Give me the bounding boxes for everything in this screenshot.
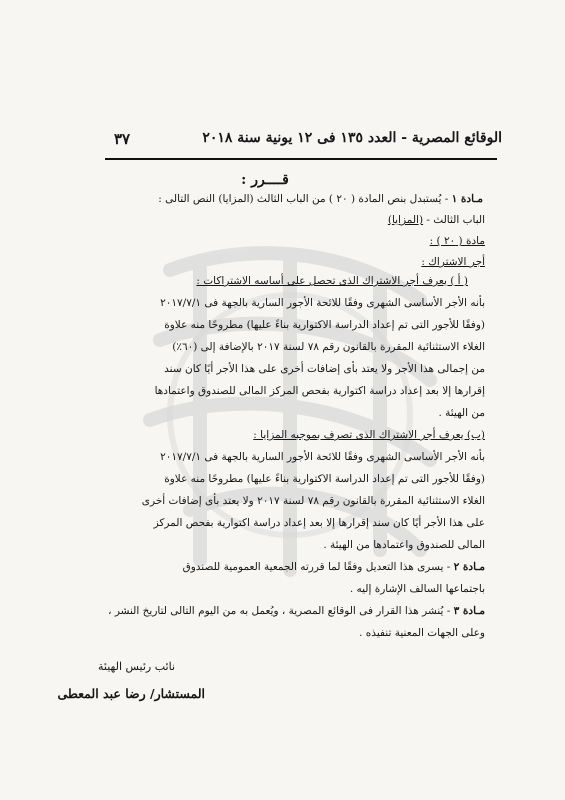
item-b-line: بأنه الأجر الأساسى الشهرى وفقًا للائحة الأجور السارية بالجهة فى ٢٠١٧/٧/١ <box>160 451 485 463</box>
article-3 <box>108 604 485 618</box>
item-a-line: (وفقًا للأجور التى تم إعداد الدراسة الاكتوارية بناءً عليها) مطروحًا منه علاوة <box>164 319 485 331</box>
item-a-line: من الهيئة . <box>438 407 485 419</box>
chapter-line <box>388 213 485 227</box>
article-3-label: مـادة ٣ <box>453 605 485 617</box>
article-20-line: مادة ( ٢٠ ) : <box>429 235 485 247</box>
item-b-heading: (ب) يعرف أجر الاشتراك الذى تصرف بموجبه المزايا : <box>253 429 485 441</box>
article-2-label: مـادة ٢ <box>453 561 485 573</box>
article-3-text: - يُنشر هذا القرار فى الوقائع المصرية ، ويُعمل به من اليوم التالى لتاريخ النشر ، <box>108 605 454 617</box>
gazette-header <box>102 130 502 152</box>
item-a-heading: ( أ ) يعرف أجر الاشتراك الذى تحصل على أساسه الاشتراكات : <box>196 275 468 287</box>
page-number: ٣٧ <box>114 130 131 148</box>
header-divider <box>105 158 497 160</box>
article-1 <box>158 192 483 206</box>
item-a-line: من إجمالى هذا الأجر ولا يعتد بأى إضافات أخرى على هذا الأجر أيًا كان سند <box>164 363 485 375</box>
article-3-continuation: وعلى الجهات المعنية تنفيذه . <box>359 627 485 639</box>
article-2 <box>183 560 485 574</box>
article-2-text: - يسرى هذا التعديل وفقًا لما قررته الجمعية العمومية للصندوق <box>182 561 454 573</box>
article-1-label: مـادة ١ <box>451 193 483 205</box>
item-a-line: إقرارها إلا بعد إعداد دراسة اكتوارية بفحص المركز المالى للصندوق واعتمادها <box>154 385 485 397</box>
article-2-continuation: باجتماعها السالف الإشارة إليه . <box>349 583 485 595</box>
article-1-text: - يُستبدل بنص المادة ( ٢٠ ) من الباب الثالث (المزايا) النص التالى : <box>158 193 452 205</box>
chapter-name: (المزايا) <box>387 214 424 226</box>
issue-title: الوقائع المصرية - العدد ١٣٥ فى ١٢ يونية سنة ٢٠١٨ <box>202 130 502 146</box>
subscription-heading: أجر الاشتراك : <box>421 256 485 268</box>
signatory-role: نائب رئيس الهيئة <box>98 660 175 673</box>
item-b-line: الغلاء الاستثنائية المقررة بالقانون رقم ٧٨ لسنة ٢٠١٧ ولا يعتد بأى إضافات أخرى <box>141 495 485 507</box>
chapter-prefix: الباب الثالث - <box>423 214 485 226</box>
decree-title: قــــرر : <box>241 172 289 188</box>
item-b-line: المالى للصندوق واعتمادها من الهيئة . <box>323 539 485 551</box>
item-a-line: بأنه الأجر الأساسى الشهرى وفقًا للائحة الأجور السارية بالجهة فى ٢٠١٧/٧/١ <box>160 297 485 309</box>
item-a-line: الغلاء الاستثنائية المقررة بالقانون رقم ٧٨ لسنة ٢٠١٧ بالإضافة إلى (٦٠٪) <box>172 341 485 353</box>
signatory-name: المستشار/ رضا عبد المعطى <box>57 686 205 701</box>
item-b-line: على هذا الأجر أيًا كان سند إقرارها إلا بعد إعداد دراسة اكتوارية بفحص المركز <box>153 517 485 529</box>
item-b-line: (وفقًا للأجور التى تم إعداد الدراسة الاكتوارية بناءً عليها) مطروحًا منه علاوة <box>164 473 485 485</box>
